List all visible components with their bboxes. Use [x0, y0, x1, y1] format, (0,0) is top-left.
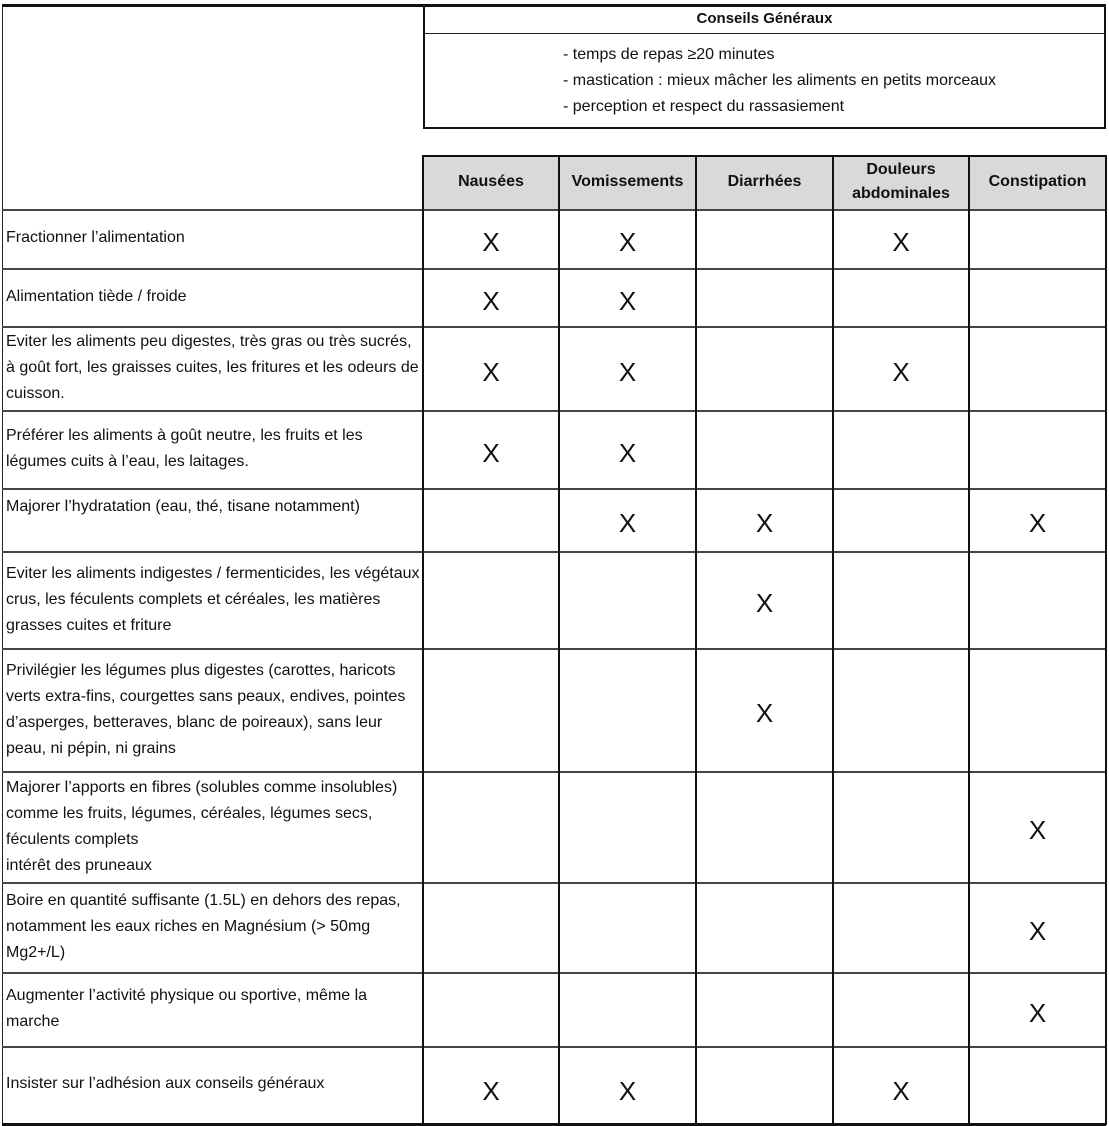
row-divider — [2, 410, 1106, 412]
row-label — [6, 209, 420, 268]
column-divider — [558, 155, 560, 1125]
row-label-text: Fractionner l’alimentation — [6, 229, 185, 246]
general-advice-title: Conseils Généraux — [423, 4, 1106, 34]
row-label-text: Privilégier les légumes plus digestes (carottes, haricots verts extra-fins, courgettes sans peaux, endives, pointes d’asperges, betteraves, blanc de poireaux), sans leur peau, ni pépin, ni grains — [6, 661, 406, 757]
row-label — [6, 326, 420, 410]
row-label — [6, 1046, 420, 1123]
row-label — [6, 648, 420, 771]
row-label — [6, 410, 420, 488]
row-label-text: Majorer l’hydratation (eau, thé, tisane notamment) — [6, 498, 360, 515]
column-header: Constipation — [969, 155, 1106, 209]
mark-x: X — [755, 508, 774, 538]
mark-x: X — [618, 285, 637, 316]
column-divider — [968, 155, 970, 1125]
mark-x: X — [755, 588, 774, 618]
general-advice-list — [563, 42, 1103, 120]
mark-x: X — [1028, 508, 1047, 538]
row-label-text: Eviter les aliments indigestes / fermenticides, les végétaux crus, les féculents complets et céréales, les matières grasses cuites et friture — [6, 564, 420, 634]
mark-x: X — [618, 508, 637, 538]
general-advice-item: - mastication : mieux mâcher les aliments en petits morceaux — [563, 72, 997, 89]
mark-x: X — [892, 227, 910, 257]
mark-x: X — [892, 356, 910, 387]
column-divider — [695, 155, 697, 1125]
row-label-text: Eviter les aliments peu digestes, très gras ou très sucrés, à goût fort, les graisses cuites, les fritures et les odeurs de cuisson. — [6, 333, 419, 402]
row-label — [6, 972, 420, 1046]
row-label-text: Alimentation tiède / froide — [6, 288, 187, 305]
general-advice-item: - temps de repas ≥20 minutes — [563, 46, 775, 63]
row-label — [6, 882, 420, 972]
row-divider — [2, 268, 1106, 270]
row-label-text: Préférer les aliments à goût neutre, les fruits et les légumes cuits à l’eau, les laitages. — [6, 427, 363, 470]
row-label-text: Insister sur l’adhésion aux conseils généraux — [6, 1075, 325, 1092]
column-divider — [832, 155, 834, 1125]
row-divider — [2, 1123, 1106, 1126]
general-advice-item: - perception et respect du rassasiement — [563, 98, 845, 115]
row-label — [6, 551, 420, 648]
mark-x: X — [482, 437, 500, 468]
row-label — [6, 268, 420, 326]
row-label-text: Augmenter l’activité physique ou sportive, même la marche — [6, 987, 368, 1030]
mark-x: X — [618, 1075, 637, 1106]
row-divider — [2, 1046, 1106, 1048]
column-header: Douleurs abdominales — [833, 155, 969, 209]
row-divider — [2, 648, 1106, 650]
row-divider — [2, 882, 1106, 884]
column-divider — [1105, 155, 1107, 1125]
mark-x: X — [1028, 997, 1047, 1028]
header-top-border — [423, 155, 1106, 157]
mark-x: X — [892, 1075, 910, 1106]
mark-x: X — [482, 285, 500, 316]
row-divider — [2, 326, 1106, 328]
row-divider — [2, 972, 1106, 974]
mark-x: X — [1028, 915, 1047, 946]
column-header: Nausées — [423, 155, 559, 209]
mark-x: X — [482, 1075, 500, 1106]
row-divider — [2, 209, 1106, 211]
mark-x: X — [482, 227, 500, 257]
row-label-text: Majorer l’apports en fibres (solubles comme insolubles) comme les fruits, légumes, céréales, légumes secs, féculents complets intérêt des pruneaux — [6, 778, 398, 874]
row-label-text: Boire en quantité suffisante (1.5L) en dehors des repas, notamment les eaux riches en Magnésium (> 50mg Mg2+/L) — [6, 892, 401, 961]
mark-x: X — [618, 437, 637, 468]
mark-x: X — [482, 356, 500, 387]
row-label — [6, 771, 420, 882]
column-header: Diarrhées — [696, 155, 833, 209]
mark-x: X — [618, 227, 637, 257]
mark-x: X — [755, 698, 774, 728]
row-label — [6, 488, 420, 551]
row-divider — [2, 551, 1106, 553]
column-header: Vomissements — [559, 155, 696, 209]
mark-x: X — [618, 356, 637, 387]
row-divider — [2, 488, 1106, 490]
column-divider — [422, 155, 424, 1125]
row-divider — [2, 771, 1106, 773]
mark-x: X — [1028, 815, 1047, 845]
